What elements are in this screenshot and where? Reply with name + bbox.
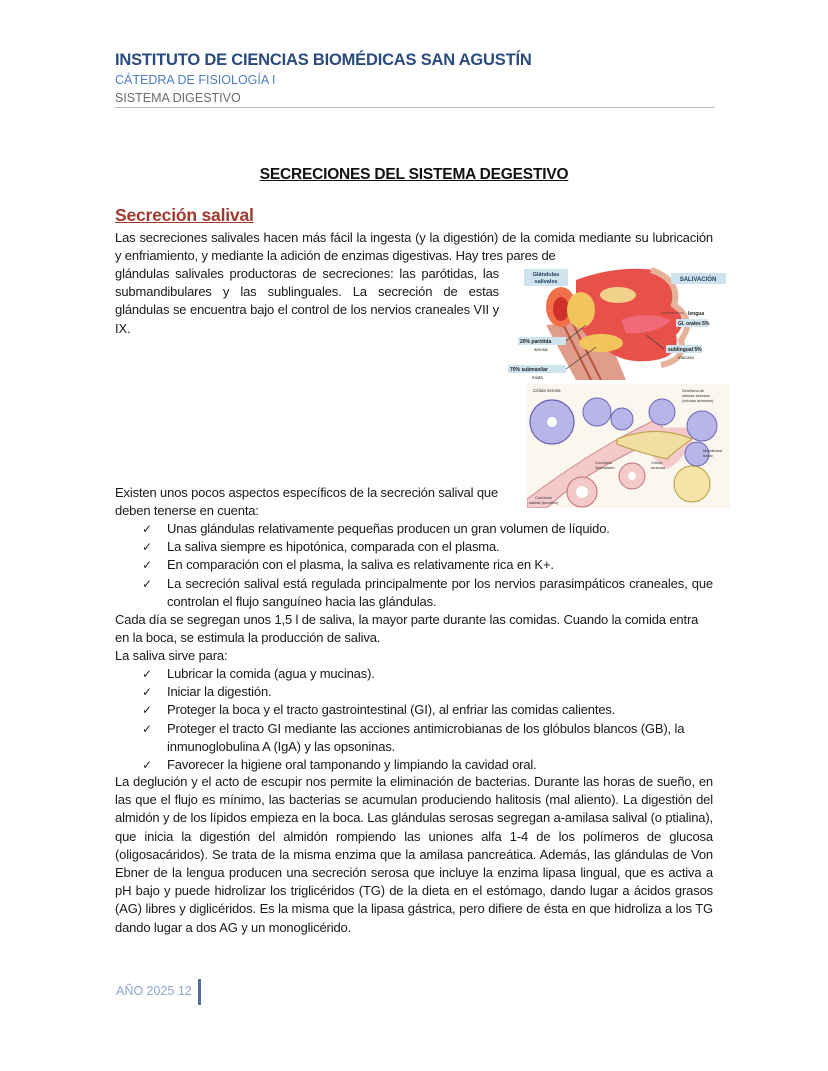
institution-name: INSTITUTO DE CIENCIAS BIOMÉDICAS SAN AGUSTÍN bbox=[115, 51, 532, 69]
fig-label: lengua bbox=[688, 311, 705, 317]
daily-volume-text: Cada día se segregan unos 1,5 l de saliva, la mayor parte durante las comidas. Cuando la comida entra en la boca, se estimula la producción de saliva. bbox=[115, 612, 699, 646]
fig-label: salivales bbox=[534, 279, 558, 285]
fig-label: Célula bbox=[651, 460, 663, 465]
department-name: CÁTEDRA DE FISIOLOGÍA I bbox=[115, 73, 276, 87]
list-item: ✓ Proteger la boca y el tracto gastrointestinal (GI), al enfriar las comidas calientes. bbox=[115, 701, 713, 719]
fig-label: Membrana bbox=[703, 448, 723, 453]
aspects-list bbox=[115, 520, 713, 611]
checkmark-icon: ✓ bbox=[142, 721, 152, 736]
footer-accent-bar bbox=[198, 979, 201, 1005]
fig-label: intercalado bbox=[595, 465, 615, 470]
fig-label: mixta bbox=[532, 375, 543, 380]
salivary-glands-figure bbox=[506, 265, 728, 380]
fig-label: Gl. orales 5% bbox=[678, 321, 710, 327]
checkmark-icon: ✓ bbox=[142, 540, 152, 555]
fig-label: Semiluna de bbox=[682, 388, 705, 393]
salivary-acinus-figure bbox=[527, 384, 730, 508]
header-divider bbox=[115, 107, 715, 108]
checkmark-icon: ✓ bbox=[142, 522, 152, 536]
list-item: ✓ Lubricar la comida (agua y mucinas). bbox=[115, 665, 713, 683]
fig-label: 70% submaxilar bbox=[510, 367, 548, 373]
page-footer: AÑO 2025 12 bbox=[116, 984, 192, 998]
checkmark-icon: ✓ bbox=[142, 758, 152, 773]
functions-intro: La saliva sirve para: bbox=[115, 648, 228, 664]
fig-label: Conducto bbox=[535, 495, 553, 500]
fig-label: serosa bbox=[534, 347, 548, 352]
fig-label: basal bbox=[703, 453, 713, 458]
intro-paragraph: Las secreciones salivales hacen más fácil la ingesta (y la digestión) de la comida mediante su lubricación y enfriamiento, y mediante la adición de enzimas digestivas. Hay tres pares de bbox=[115, 230, 713, 264]
list-item: ✓ La saliva siempre es hipotónica, comparada con el plasma. bbox=[115, 538, 713, 556]
list-item: ✓ La secreción salival está regulada principalmente por los nervios parasimpáticos craneales, que controlan el flujo sanguíneo hacia las glándulas. bbox=[142, 575, 713, 609]
checkmark-icon: ✓ bbox=[142, 667, 152, 681]
checkmark-icon: ✓ bbox=[142, 685, 152, 700]
saliva-volume-paragraph bbox=[115, 611, 713, 666]
subject-name: SISTEMA DIGESTIVO bbox=[115, 91, 241, 105]
list-item: ✓ Iniciar la digestión. bbox=[115, 683, 713, 701]
fig-label: células serosas bbox=[682, 393, 710, 398]
aspects-intro: Existen unos pocos aspectos específicos de la secreción salival que deben tenerse en cuenta: bbox=[115, 485, 499, 519]
checkmark-icon: ✓ bbox=[142, 703, 152, 718]
fig-label: Célula serosa bbox=[533, 388, 561, 393]
fig-label: Glándulas bbox=[532, 272, 560, 278]
list-item: ✓ Proteger el tracto GI mediante las acciones antimicrobianas de los glóbulos blancos (GB), la inmunoglobulina A (IgA) y las opsoninas. bbox=[142, 720, 685, 754]
document-title: SECRECIONES DEL SISTEMA DEGESTIVO bbox=[259, 166, 569, 183]
fig-label: mucosa bbox=[678, 355, 694, 360]
list-item: ✓ Unas glándulas relativamente pequeñas producen un gran volumen de líquido. bbox=[115, 520, 713, 538]
fig-label: salival (secretor) bbox=[529, 500, 559, 505]
acinus-illustration bbox=[527, 384, 730, 508]
fig-label: mucosa bbox=[651, 465, 666, 470]
functions-list bbox=[115, 665, 713, 774]
checkmark-icon: ✓ bbox=[142, 576, 152, 591]
section-heading: Secreción salival bbox=[115, 205, 254, 225]
fig-label: 20% parótida bbox=[520, 339, 552, 345]
intro-paragraph-wrap: glándulas salivales productoras de secreciones: las parótidas, las submandibulares y las sublinguales. La secreción de estas glándulas se encuentra bajo el control de los nervios craneales VII y IX. bbox=[115, 266, 499, 336]
fig-label: SALIVACIÓN bbox=[679, 277, 717, 283]
fig-label: sublingual 5% bbox=[668, 347, 702, 353]
fig-label: Conducto bbox=[595, 460, 613, 465]
page-header bbox=[115, 50, 715, 107]
closing-paragraph: La deglución y el acto de escupir nos permite la eliminación de bacterias. Durante las horas de sueño, en las que el flujo es mínimo, las bacterias se acumulan produciendo halitosis (mal aliento). La digestión del almidón y de los lípidos empieza en la boca. Las glándulas serosas segregan a-amilasa salival (o ptialina), que inicia la digestión del almidón rompiendo las uniones alfa 1-4 de los polímeros de glucosa (oligosacáridos). Se trata de la misma enzima que la amilasa pancreática. Además, las glándulas de Von Ebner de la lengua producen una secreción serosa que incluye la enzima lipasa lingual, que es activa a pH bajo y puede hidrolizar los triglicéridos (TG) de la dieta en el estómago, dando lugar a ácidos grasos (AG) libres y diglicéridos. Es la misma que la lipasa gástrica, pero difiere de ésta en que hidroliza a los TG dando lugar a dos AG y un monoglicérido. bbox=[115, 774, 713, 935]
salivary-glands-illustration bbox=[506, 265, 728, 380]
fig-label: (células acinares) bbox=[682, 398, 714, 403]
list-item: ✓ En comparación con el plasma, la saliva es relativamente rica en K+. bbox=[115, 556, 713, 574]
list-item: ✓ Favorecer la higiene oral tamponando y limpiando la cavidad oral. bbox=[115, 756, 713, 774]
checkmark-icon: ✓ bbox=[142, 558, 152, 573]
